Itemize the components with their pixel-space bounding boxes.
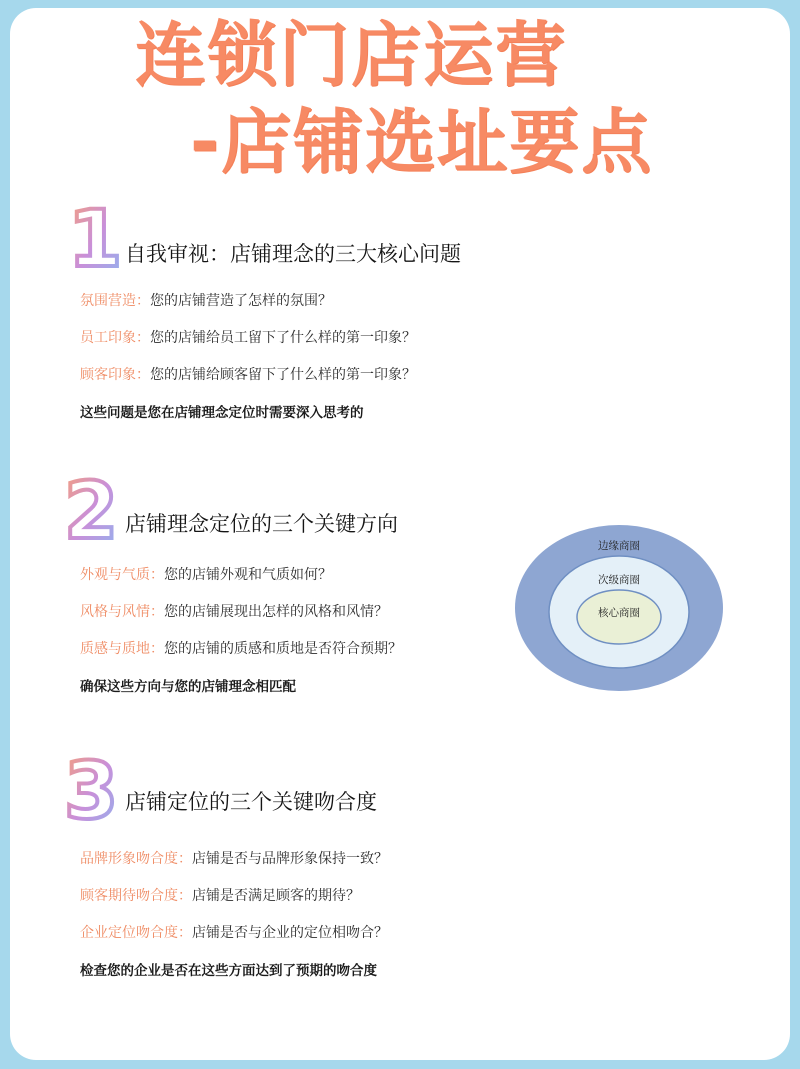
trade-area-diagram: [512, 522, 726, 694]
list-item: [80, 638, 402, 658]
section-heading: 店铺定位的三个关键吻合度: [125, 790, 377, 814]
section-summary: 这些问题是您在店铺理念定位时需要深入思考的: [80, 405, 364, 421]
section-heading: 店铺理念定位的三个关键方向: [125, 512, 398, 536]
list-item: [80, 564, 332, 584]
item-text: 您的店铺营造了怎样的氛围？: [150, 293, 332, 309]
item-label: 顾客期待吻合度：: [80, 888, 192, 904]
item-label: 风格与风情：: [80, 604, 164, 620]
middle-ring-label: 次级商圈: [598, 574, 640, 586]
item-text: 您的店铺给员工留下了什么样的第一印象？: [150, 330, 416, 346]
list-item: [80, 290, 332, 310]
number-1-icon: [62, 200, 132, 280]
list-item: [80, 922, 388, 942]
section-number: 2: [64, 470, 119, 550]
title-line-2: -店铺选址要点: [190, 101, 654, 183]
section-summary: 确保这些方向与您的店铺理念相匹配: [80, 679, 296, 695]
list-item: [80, 601, 388, 621]
item-label: 质感与质地：: [80, 641, 164, 657]
list-item: [80, 327, 416, 347]
list-item: [80, 848, 388, 868]
list-item: [80, 364, 416, 384]
number-2-icon: [62, 470, 132, 550]
item-label: 企业定位吻合度：: [80, 925, 192, 941]
item-label: 品牌形象吻合度：: [80, 851, 192, 867]
item-label: 顾客印象：: [80, 367, 150, 383]
number-3-icon: [62, 748, 132, 828]
list-item: [80, 885, 360, 905]
item-label: 员工印象：: [80, 330, 150, 346]
inner-ring-label: 核心商圈: [598, 607, 640, 619]
item-label: 外观与气质：: [80, 567, 164, 583]
item-text: 您的店铺展现出怎样的风格和风情？: [164, 604, 388, 620]
item-text: 您的店铺外观和气质如何？: [164, 567, 332, 583]
item-text: 店铺是否与企业的定位相吻合？: [192, 925, 388, 941]
item-text: 您的店铺的质感和质地是否符合预期？: [164, 641, 402, 657]
section-heading: 自我审视：店铺理念的三大核心问题: [125, 242, 461, 266]
title-line-1: 连锁门店运营: [135, 14, 567, 96]
section-number: 1: [68, 200, 123, 280]
section-summary: 检查您的企业是否在这些方面达到了预期的吻合度: [80, 963, 377, 979]
item-label: 氛围营造：: [80, 293, 150, 309]
section-number: 3: [64, 748, 119, 828]
item-text: 店铺是否与品牌形象保持一致？: [192, 851, 388, 867]
item-text: 店铺是否满足顾客的期待？: [192, 888, 360, 904]
item-text: 您的店铺给顾客留下了什么样的第一印象？: [150, 367, 416, 383]
outer-ring-label: 边缘商圈: [598, 540, 640, 552]
